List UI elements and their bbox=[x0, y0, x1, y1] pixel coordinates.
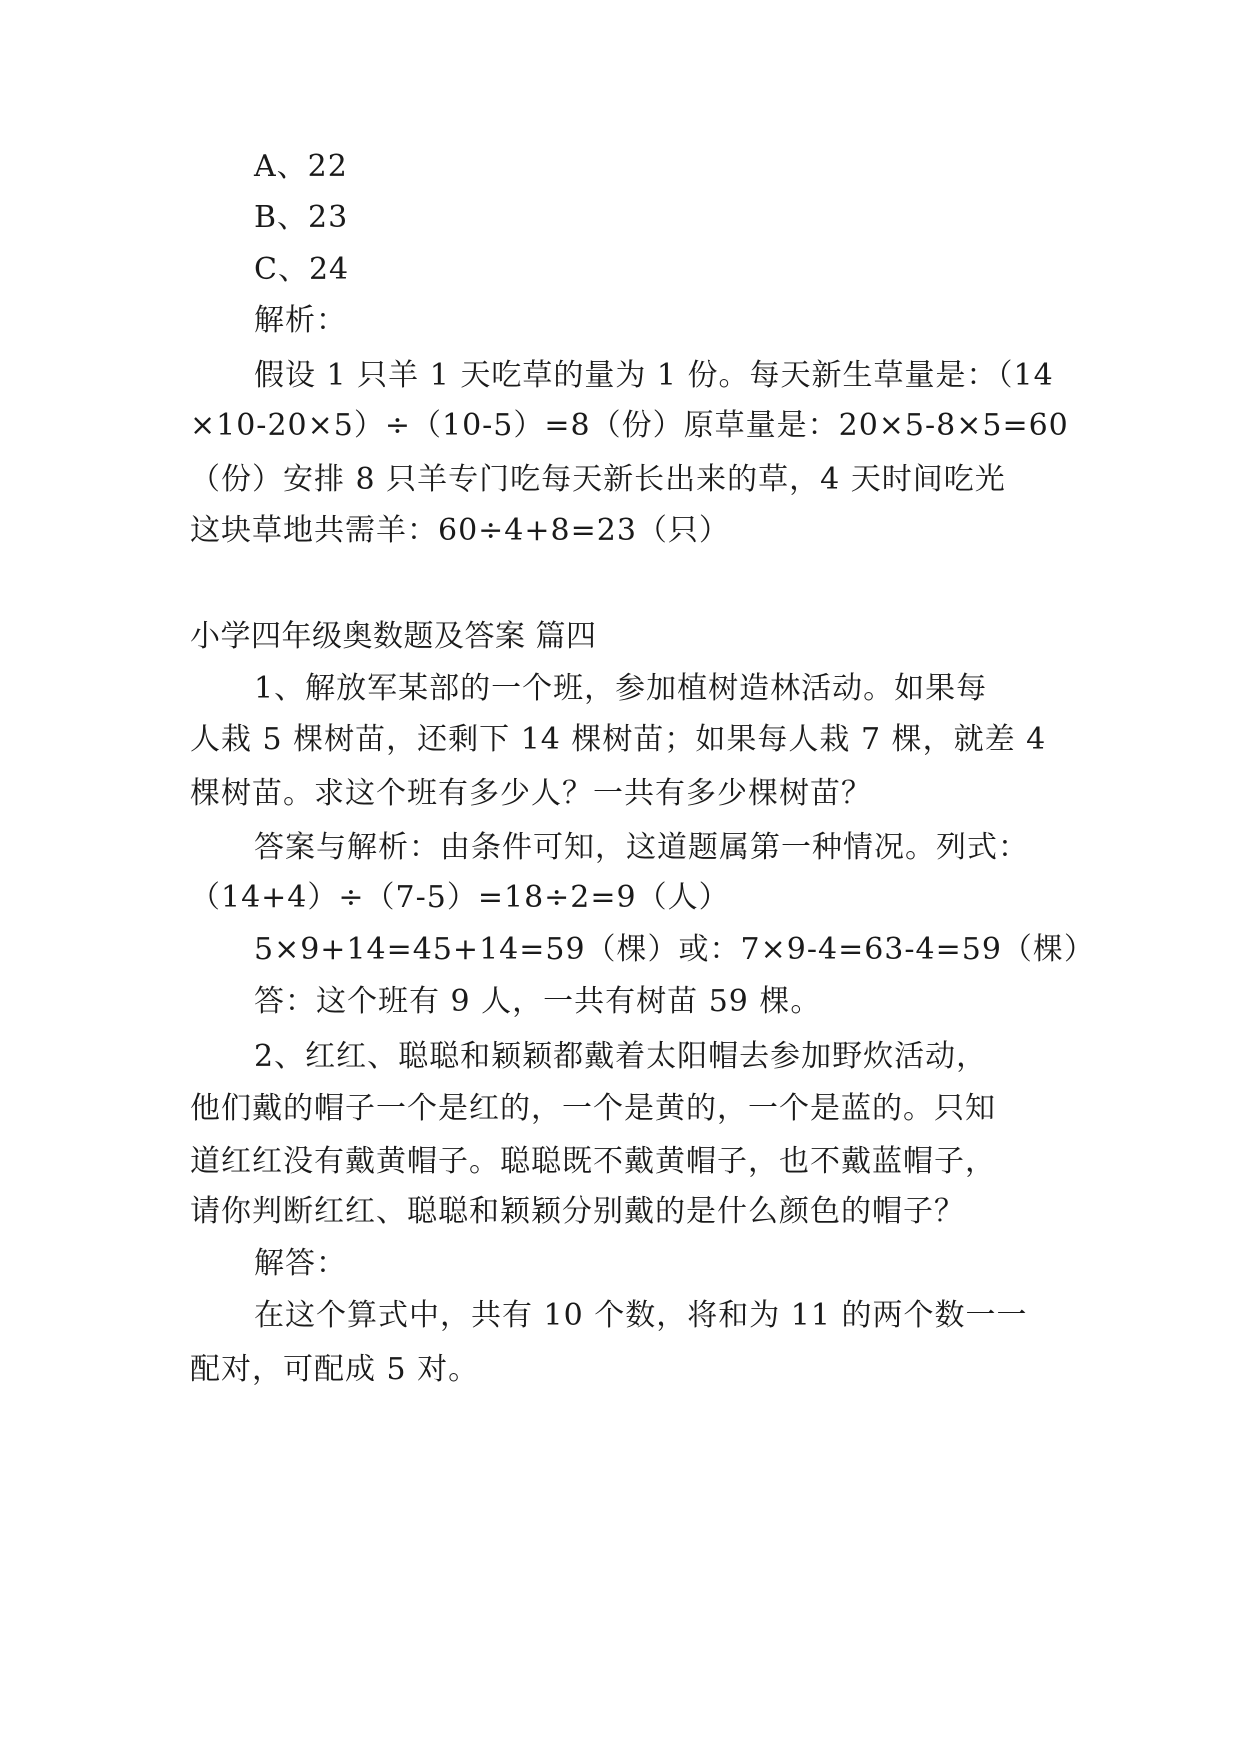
option-b: B、23 bbox=[254, 200, 349, 235]
analysis-line: （份）安排 8 只羊专门吃每天新长出来的草，4 天时间吃光 bbox=[190, 462, 1006, 497]
question-2-line: 他们戴的帽子一个是红的，一个是黄的，一个是蓝的。只知 bbox=[190, 1091, 996, 1126]
section-heading: 小学四年级奥数题及答案 篇四 bbox=[190, 619, 597, 654]
question-1-line: 人栽 5 棵树苗，还剩下 14 棵树苗；如果每人栽 7 棵，就差 4 bbox=[190, 722, 1047, 757]
answer-2-line: 在这个算式中，共有 10 个数，将和为 11 的两个数一一 bbox=[254, 1298, 1028, 1333]
question-1-line: 棵树苗。求这个班有多少人？一共有多少棵树苗？ bbox=[190, 776, 872, 811]
answer-1-final: 答：这个班有 9 人，一共有树苗 59 棵。 bbox=[254, 984, 822, 1019]
analysis-line: 这块草地共需羊：60÷4+8=23（只） bbox=[190, 513, 730, 548]
question-1-line: 1、解放军某部的一个班，参加植树造林活动。如果每 bbox=[254, 671, 988, 706]
answer-2-line: 配对，可配成 5 对。 bbox=[190, 1352, 480, 1387]
option-a: A、22 bbox=[254, 149, 348, 184]
analysis-line: 假设 1 只羊 1 天吃草的量为 1 份。每天新生草量是：（14 bbox=[254, 358, 1054, 393]
answer-1-calculation: 5×9+14=45+14=59（棵）或：7×9-4=63-4=59（棵） bbox=[254, 932, 1095, 967]
analysis-label: 解析： bbox=[254, 303, 347, 338]
question-2-line: 道红红没有戴黄帽子。聪聪既不戴黄帽子，也不戴蓝帽子， bbox=[190, 1144, 996, 1179]
answer-2-label: 解答： bbox=[254, 1246, 347, 1281]
question-2-line: 2、红红、聪聪和颖颖都戴着太阳帽去参加野炊活动， bbox=[254, 1039, 988, 1074]
analysis-line: ×10-20×5）÷（10-5）=8（份）原草量是：20×5-8×5=60 bbox=[190, 408, 1069, 443]
option-c: C、24 bbox=[254, 252, 350, 287]
question-2-line: 请你判断红红、聪聪和颖颖分别戴的是什么颜色的帽子？ bbox=[190, 1194, 965, 1229]
answer-1-line: 答案与解析：由条件可知，这道题属第一种情况。列式： bbox=[254, 830, 1029, 865]
answer-1-line: （14+4）÷（7-5）=18÷2=9（人） bbox=[190, 880, 730, 915]
